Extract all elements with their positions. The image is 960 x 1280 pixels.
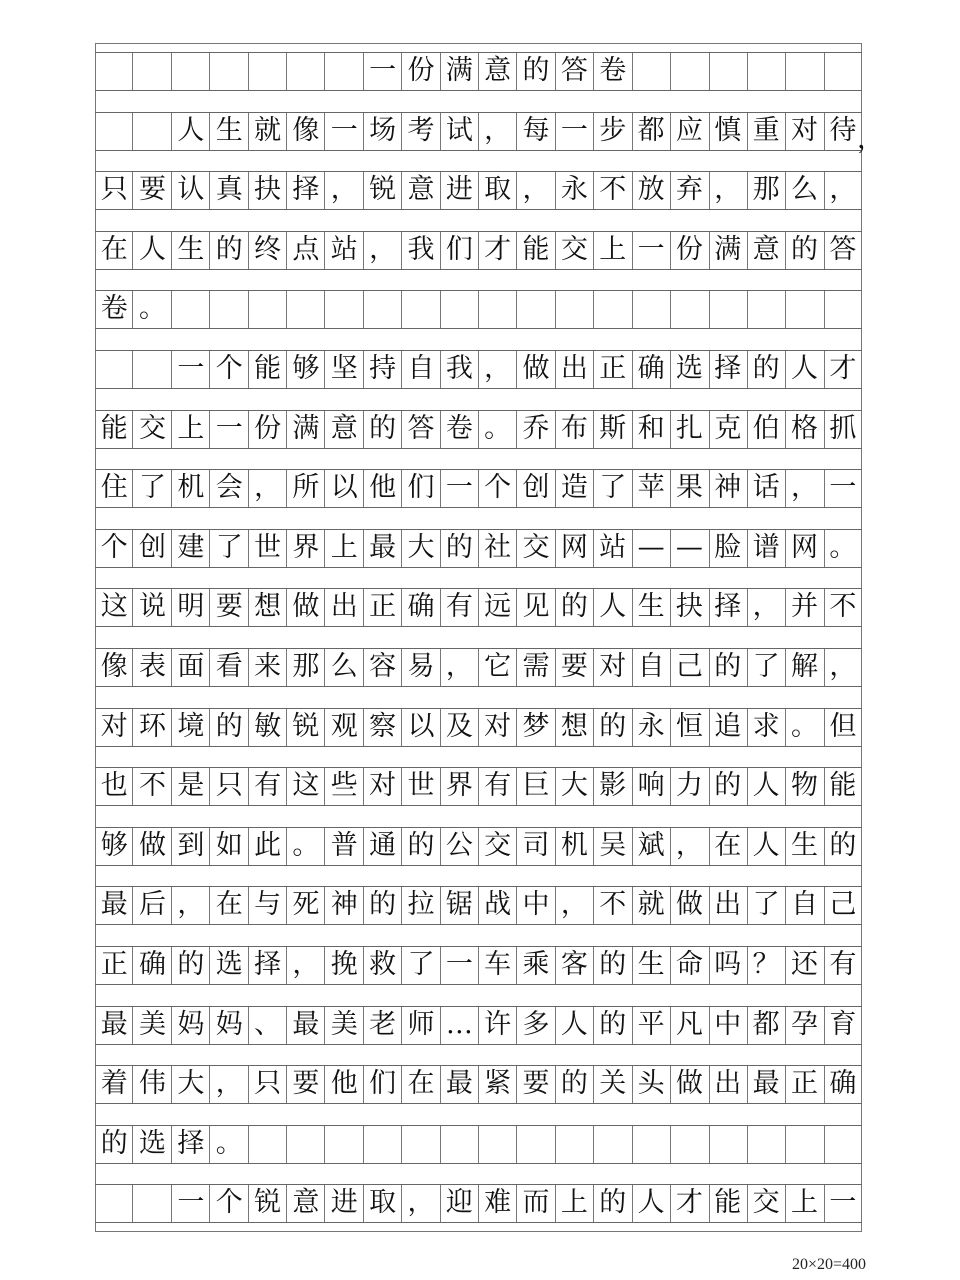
grid-row bbox=[95, 410, 868, 449]
grid-row bbox=[95, 529, 868, 568]
grid-row bbox=[95, 1065, 868, 1104]
grid-row bbox=[95, 469, 868, 508]
essay-line: 这说明要想做出正确有远见的人生抉择，并不 bbox=[100, 591, 868, 623]
grid-row bbox=[95, 648, 868, 687]
grid-row bbox=[95, 231, 868, 270]
essay-line: 也不是只有这些对世界有巨大影响力的人物能 bbox=[100, 770, 868, 802]
essay-line: 像表面看来那么容易，它需要对自己的了解， bbox=[100, 651, 868, 682]
essay-line: 个创建了世界上最大的社交网站——脸谱网。 bbox=[100, 531, 868, 563]
grid-row bbox=[95, 1184, 868, 1223]
grid-row bbox=[95, 290, 862, 329]
grid-row bbox=[95, 171, 868, 210]
grid-row bbox=[95, 708, 868, 747]
essay-line: 能交上一份满意的答卷。乔布斯和扎克伯格抓 bbox=[100, 412, 868, 444]
grid-row bbox=[95, 1125, 862, 1164]
essay-line: 最美妈妈、最美老师…许多人的平凡中都孕育 bbox=[100, 1008, 868, 1040]
essay-line: 够做到如此。普通的公交司机吴斌，在人生的 bbox=[100, 829, 868, 861]
grid-row bbox=[95, 588, 868, 627]
essay-line: 着伟大，只要他们在最紧要的关头做出最正确 bbox=[100, 1068, 868, 1100]
essay-line: 最后，在与死神的拉锯战中，不就做出了自己 bbox=[100, 889, 868, 921]
essay-line: 一个能够坚持自我，做出正确选择的人才 bbox=[100, 353, 868, 384]
essay-line: 人生就像一场考试，每一步都应慎重对待 bbox=[100, 114, 868, 146]
essay-title: 一份满意的答卷 bbox=[100, 55, 868, 86]
essay-line: 一个锐意进取，迎难而上的人才能交上一 bbox=[100, 1187, 868, 1219]
grid-row bbox=[95, 350, 868, 389]
essay-line: 只要认真抉择，锐意进取，永不放弃，那么， bbox=[100, 174, 868, 206]
grid-row bbox=[95, 827, 868, 866]
essay-line: 的选择。 bbox=[100, 1127, 855, 1159]
essay-line: 住了机会，所以他们一个创造了苹果神话，一 bbox=[100, 472, 868, 504]
composition-grid-paper bbox=[95, 43, 884, 1232]
grid-row bbox=[95, 767, 868, 806]
title-row bbox=[95, 52, 868, 91]
grid-row bbox=[95, 1006, 868, 1045]
essay-line: 在人生的终点站，我们才能交上一份满意的答 bbox=[100, 233, 868, 265]
grid-count-label: 20×20=400 bbox=[791, 1256, 866, 1273]
essay-line: 对环境的敏锐观察以及对梦想的永恒追求。但 bbox=[100, 710, 868, 742]
grid-row bbox=[95, 886, 868, 925]
essay-line: 卷。 bbox=[100, 293, 855, 325]
grid-row bbox=[95, 112, 884, 155]
essay-line: 正确的选择，挽救了一车乘客的生命吗？还有 bbox=[100, 949, 868, 980]
grid-row bbox=[95, 946, 868, 985]
overflow-punctuation: ， bbox=[857, 123, 884, 155]
